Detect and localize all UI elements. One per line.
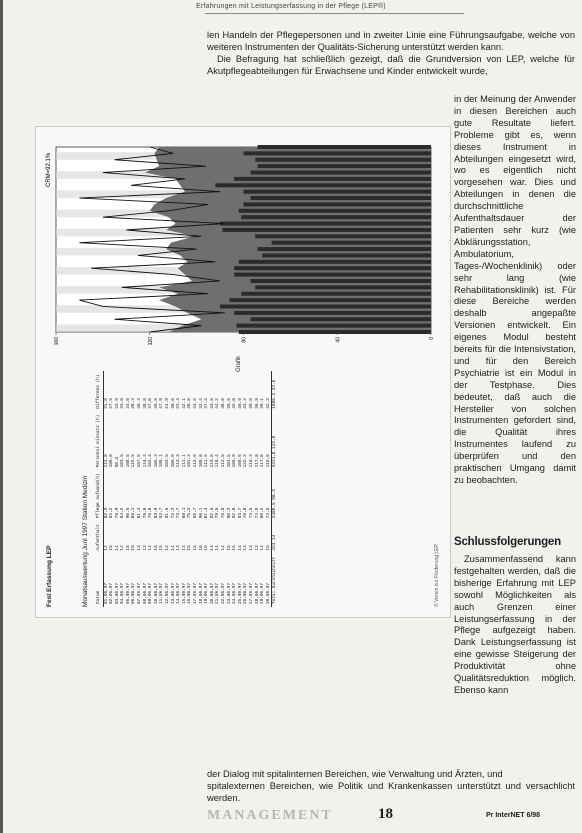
table-cell: 76.8 [243, 507, 249, 519]
right-column [454, 94, 576, 487]
table-cell: 83.2 [109, 507, 115, 519]
table-cell: 76.8 [220, 507, 226, 519]
table-cell: 35.8 [153, 398, 159, 409]
bar-pflegeaufwand [244, 190, 432, 194]
table-cell: 111.1 [181, 454, 187, 468]
table-cell: 39.1 [260, 398, 266, 409]
table-cell: 108.1 [159, 454, 165, 468]
figure-subtitle: Monatsauswertung Juni 1997 Station Medizin [82, 475, 89, 607]
table-cell: 75.3 [187, 507, 193, 519]
table-cell: 14 [148, 545, 154, 551]
table-cell: 14 [181, 545, 187, 551]
table-cell: 81.4 [137, 507, 143, 519]
table-cell: 13 [142, 545, 148, 551]
table-cell: 10.06.97 [153, 582, 159, 604]
y-tick-label: 80 [241, 337, 248, 343]
table-cell: 14 [220, 545, 226, 551]
table-cell: 24.06.97 [232, 582, 238, 604]
table-cell: 82.5 [209, 507, 215, 519]
table-cell: 83.9 [153, 507, 159, 519]
table-cell: 14 [114, 545, 120, 551]
table-cell: 02.06.97 [109, 582, 115, 604]
table-cell: 101.3 [187, 454, 193, 468]
conclusion-paragraph: Zusammenfassend kann festgehalten werden, daß die bisherige Erfahrung mit LEP sowohl Möglichkeiten als auch Grenzen einer Leistungserfassung in der Pflege aufgezeigt haben. Dank Leistungserfassung ist eine gewisse Steigerung der Produktivität ohne Qualitätsreduktion möglich. Ebenso kann [454, 554, 576, 695]
bar-pflegeaufwand [251, 279, 431, 283]
lep-chart [36, 132, 450, 362]
table-cell: 34.6 [193, 398, 198, 409]
table-cell: 14 [165, 545, 171, 551]
table-cell: 16 [125, 545, 131, 551]
bar-pflegeaufwand [239, 209, 431, 213]
table-cell: 115.6 [265, 454, 271, 468]
figure-title: Fest Erfassung LEP [46, 545, 53, 607]
table-footer-cell: 2409.5 80.3 [272, 470, 278, 521]
table-cell: 106.0 [109, 454, 115, 468]
table-cell: 33.6 [209, 398, 215, 409]
bar-pflegeaufwand [241, 292, 431, 296]
table-cell: 19.06.97 [204, 582, 210, 604]
table-cell: 28.06.97 [254, 582, 260, 604]
table-cell: 07.06.97 [137, 582, 143, 604]
table-cell: 32.4 [198, 398, 204, 409]
table-cell: 72.3 [170, 507, 176, 519]
table-cell: 14 [237, 545, 243, 551]
table-cell: 14 [209, 545, 215, 551]
figure-copyright: © Verein zur Förderung LEP [434, 544, 440, 607]
table-cell: 116.3 [248, 454, 254, 468]
table-cell: 115.5 [131, 454, 137, 468]
table-cell: 116.4 [142, 454, 148, 468]
section-title: Schlussfolgerungen [454, 536, 561, 548]
table-cell: 27.5 [109, 398, 115, 409]
table-cell: 118.4 [215, 454, 221, 468]
bar-pflegeaufwand [251, 317, 431, 321]
bar-pflegeaufwand [234, 273, 431, 277]
rotated-report [36, 127, 450, 617]
table-cell: 109.0 [198, 454, 204, 468]
table-cell: 03.06.97 [114, 582, 120, 604]
table-cell: 24.9 [165, 398, 171, 409]
table-cell: 15 [109, 545, 115, 551]
table-footer-row [272, 371, 278, 607]
journal-name: Pr InterNET 6/98 [486, 812, 541, 819]
table-cell: 20.06.97 [209, 582, 215, 604]
table-cell: 103.5 [120, 454, 126, 468]
table-cell: 79.5 [215, 507, 221, 519]
table-cell: 17.06.97 [193, 582, 198, 604]
bar-pflegeaufwand [239, 260, 431, 264]
table-cell: 14 [215, 545, 221, 551]
bar-pflegeaufwand [244, 202, 432, 206]
table-cell: 83.7 [159, 507, 165, 519]
table-cell: 15 [265, 545, 271, 551]
table-cell: 88.7 [193, 507, 198, 519]
bar-pflegeaufwand [220, 304, 431, 308]
table-cell: 86.1 [131, 507, 137, 519]
table-cell: 73.7 [176, 507, 182, 519]
grafik-label: Grafik [236, 355, 242, 372]
bar-pflegeaufwand [262, 253, 431, 257]
table-cell: 14 [170, 545, 176, 551]
table-footer-cell: Total Durchschnitt [272, 554, 278, 607]
table-cell: 27.06.97 [248, 582, 254, 604]
table-cell: 80.3 [226, 507, 232, 519]
table-cell: 108.6 [237, 454, 243, 468]
table-cell: 122.2 [243, 454, 249, 468]
table-cell: 108.5 [125, 454, 131, 468]
table-cell: 76.9 [114, 507, 120, 519]
table-cell: 46.8 [187, 398, 193, 409]
report-table [96, 371, 278, 607]
table-header-row [96, 371, 103, 607]
table-cell: 81.3 [204, 507, 210, 519]
table-cell: 04.06.97 [120, 582, 126, 604]
bar-pflegeaufwand [251, 196, 431, 200]
closing-line-2: spitalexternen Bereichen, wie Politik und Krankenkassen unterstützt und versachlicht werden. [207, 781, 575, 803]
table-cell: 44.2 [215, 398, 221, 409]
table-cell: 25.06.97 [237, 582, 243, 604]
table-cell: 23.9 [114, 398, 120, 409]
table-cell: 36.9 [254, 398, 260, 409]
series-area-personaleinsatz [145, 147, 431, 332]
table-cell: 102.4 [148, 454, 154, 468]
table-cell: 74.9 [254, 507, 260, 519]
table-cell: 119.8 [209, 454, 215, 468]
table-cell: 81.6 [165, 507, 171, 519]
table-cell: 111.6 [204, 454, 210, 468]
table-cell: 29.06.97 [260, 582, 266, 604]
bar-pflegeaufwand [272, 241, 431, 245]
table-cell: 112.5 [220, 454, 226, 468]
ratio-label: CRM=92.1% [46, 152, 52, 187]
table-cell: 22.06.97 [220, 582, 226, 604]
table-cell: 15.06.97 [181, 582, 187, 604]
table-cell: 117.8 [260, 454, 266, 468]
table-cell: 28.3 [131, 398, 137, 409]
bar-pflegeaufwand [241, 215, 431, 219]
table-cell: 31.8 [103, 398, 109, 409]
table-cell: 40.6 [170, 398, 176, 409]
header-rule [205, 13, 464, 14]
table-cell: 15 [204, 545, 210, 551]
table-cell: 15 [187, 545, 193, 551]
table-footer-cell: 424 14 [272, 521, 278, 553]
table-cell: 14 [260, 545, 266, 551]
y-tick-label: 0 [429, 337, 435, 340]
table-cell: 73.5 [248, 507, 254, 519]
table-header-cell: Pflege aufwand(h) [96, 470, 103, 521]
table-cell: 90.1 [198, 507, 204, 519]
bar-pflegeaufwand [234, 266, 431, 270]
footer-section-word: MANAGEMENT [207, 808, 333, 823]
table-cell: 68.1 [181, 507, 187, 519]
table-cell: 104.5 [226, 454, 232, 468]
table-cell: 98.3 [114, 456, 120, 468]
table-cell: 83.7 [237, 507, 243, 519]
table-cell: 113.3 [176, 454, 182, 468]
y-tick-label: 160 [54, 337, 60, 346]
table-cell: 14 [120, 545, 126, 551]
table-cell: 42.1 [181, 398, 187, 409]
table-footer-cell: 3414.8 113.8 [272, 412, 278, 471]
table-cell: 73.5 [265, 507, 271, 519]
table-footer-cell: 1005.3 33.5 [272, 371, 278, 411]
table-cell: 23.06.97 [226, 582, 232, 604]
table-cell: 112.0 [103, 454, 109, 468]
table-cell: 92.0 [232, 507, 238, 519]
page-number: 18 [378, 806, 393, 822]
bar-pflegeaufwand [222, 228, 431, 232]
table-cell: 34.0 [125, 398, 131, 409]
bar-pflegeaufwand [255, 158, 431, 162]
intro-text [207, 30, 575, 78]
table-cell: 13 [137, 545, 143, 551]
table-cell: 33.0 [120, 398, 126, 409]
table-cell: 15 [226, 545, 232, 551]
table-cell: 16.06.97 [187, 582, 193, 604]
table-cell: 33.4 [243, 398, 249, 409]
table-cell: 107.5 [137, 454, 143, 468]
table-cell: 106.9 [232, 454, 238, 468]
table-cell: 39.8 [248, 398, 254, 409]
table-header-cell: Aufenthalt [96, 521, 103, 553]
bar-pflegeaufwand [239, 330, 431, 334]
table-cell: 35.6 [226, 398, 232, 409]
table-cell: 15 [193, 545, 198, 551]
paragraph2-column: in der Meinung der Anwender in diesen Bereichen auch gute Resultate liefert. Probleme gibt es, wenn dieses Instrument in Abteilungen eingesetzt wird, wo es eigentlich nicht vorgesehen war. Dies und Abteilungen in denen die durchschnittliche Aufenthaltsdauer der Patienten sehr kurz (wie Abklärungsstation, Ambulatorium, Tages-/Wochenklinik) oder sehr lang (wie Rehabilitationsklinik) ist. Für diese Bereiche werden deshalb angepaßte Versionen entwickelt. Ein eigenes Modul besteht bereits für die Intensivstation, und für den Bereich Psychiatrie ist ein Modul in der Testphase. Dies bedeutet, daß auch die Hersteller von solchen Instrumenten gefordert sind, die Qualität ihres Instrumentes laufend zu überprüfen und den praktischen Umgang damit zu beobachten. [454, 94, 576, 485]
bar-pflegeaufwand [236, 324, 431, 328]
table-cell: 13 [248, 545, 254, 551]
paragraph2-lead: Die Befragung hat schließlich gezeigt, daß die Grundversion von LEP, welche für Akutpflegeabteilungen für Erwachsene und Kinder entwickelt wurde, [207, 53, 575, 76]
lep-report-figure [35, 126, 451, 618]
scan-edge [0, 0, 3, 833]
y-tick-label: 120 [147, 337, 154, 346]
bar-pflegeaufwand [234, 177, 431, 181]
table-cell: 16 [198, 545, 204, 551]
table-cell: 38.8 [142, 398, 148, 409]
table-cell: 38.0 [220, 398, 226, 409]
bar-pflegeaufwand [234, 311, 431, 315]
bar-pflegeaufwand [258, 164, 431, 168]
table-cell: 08.06.97 [142, 582, 148, 604]
table-cell: 103.5 [165, 454, 171, 468]
bar-pflegeaufwand [255, 234, 431, 238]
y-tick-label: 40 [335, 337, 342, 343]
table-cell: 14.06.97 [176, 582, 182, 604]
table-cell: 117.0 [254, 454, 260, 468]
table-cell: 13.06.97 [170, 582, 176, 604]
bar-pflegeaufwand [215, 183, 431, 187]
table-cell: 46.9 [237, 398, 243, 409]
table-cell: 26.06.97 [243, 582, 249, 604]
table-cell: 01.06.97 [103, 582, 109, 604]
table-cell: 12.06.97 [165, 582, 171, 604]
table-cell: 15 [232, 545, 238, 551]
table-cell: 15 [159, 545, 165, 551]
bar-pflegeaufwand [229, 298, 431, 302]
table-cell: 37.0 [148, 398, 154, 409]
table-cell: 90.5 [125, 507, 131, 519]
table-cell: 14 [243, 545, 249, 551]
table-cell: 05.06.97 [125, 582, 131, 604]
table-cell: 80.2 [260, 507, 266, 519]
conclusion-column [454, 554, 576, 697]
table-cell: 13 [254, 545, 260, 551]
table-cell: 112.6 [193, 454, 198, 468]
table-header-cell: Datum [96, 554, 103, 607]
bar-pflegeaufwand [220, 222, 431, 226]
table-cell: 82.5 [103, 507, 109, 519]
table-cell: 47.9 [159, 398, 165, 409]
table-body [103, 371, 272, 607]
table-cell: 106.8 [170, 454, 176, 468]
table-cell: 14 [103, 545, 109, 551]
table-cell: 13 [176, 545, 182, 551]
chart-area [36, 132, 450, 362]
bar-pflegeaufwand [255, 285, 431, 289]
table-cell: 16 [153, 545, 159, 551]
table-cell: 40.3 [137, 398, 143, 409]
running-header [0, 3, 582, 10]
table-cell: 42.6 [232, 398, 238, 409]
table-cell: 11.06.97 [159, 582, 165, 604]
table-header-cell: Differenz (h) [96, 371, 103, 411]
table-cell: 23.4 [176, 398, 182, 409]
bar-pflegeaufwand [244, 151, 432, 155]
table-header-cell: Personal einsatz (h) [96, 412, 103, 471]
bar-pflegeaufwand [258, 247, 431, 251]
table-cell: 42.3 [265, 398, 271, 409]
table-cell: 06.06.97 [131, 582, 137, 604]
bar-pflegeaufwand [251, 171, 431, 175]
intro-paragraph: len Handeln der Pflegepersonen und in zweiter Linie eine Führungsaufgabe, welche von weiteren Instrumenten der Qualitäts-Sicherung unterstützt werden kann. [207, 30, 575, 52]
table-cell: 30.06.97 [265, 582, 271, 604]
table-cell: 84.3 [120, 507, 126, 519]
bar-pflegeaufwand [258, 145, 431, 149]
table-cell: 75.0 [142, 507, 148, 519]
table-cell: 09.06.97 [148, 582, 154, 604]
table-cell: 18.06.97 [198, 582, 204, 604]
closing-line-1: der Dialog mit spitalinternen Bereichen, wie Verwaltung und Ärzten, und [207, 769, 503, 779]
running-title: Erfahrungen mit Leistungserfassung in der Pflege (LEP®) [196, 3, 386, 10]
table-cell: 21.06.97 [215, 582, 221, 604]
table-cell: 105.3 [153, 454, 159, 468]
table-cell: 37.4 [204, 398, 210, 409]
table-cell: 76.6 [148, 507, 154, 519]
table-cell: 16 [131, 545, 137, 551]
